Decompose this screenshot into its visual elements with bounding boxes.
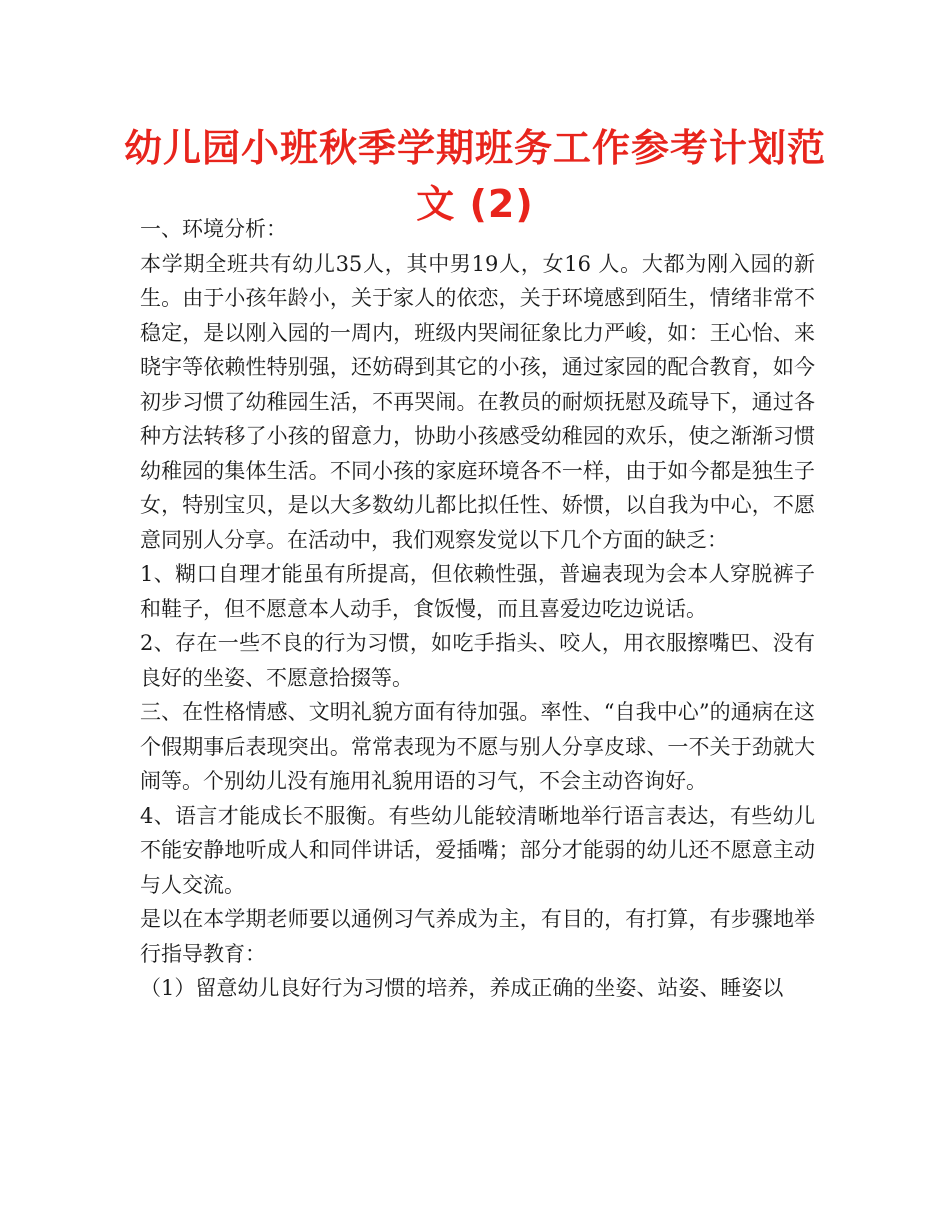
section-heading-environment: 一、环境分析： (140, 217, 287, 241)
document-body (140, 212, 815, 1006)
paragraph-semester-plan: 是以在本学期老师要以通例习气养成为主，有目的，有打算，有步骤地举行指导教育： (140, 907, 815, 966)
paragraph-character-manners: 三、在性格情感、文明礼貌方面有待加强。率性、“自我中心”的通病在这个假期事后表现突出。常常表现为不愿与别人分享皮球、一不关于劲就大闹等。个别幼儿没有施用礼貌用语的习气，不会主动咨询好。 (140, 700, 815, 793)
document-title: 幼儿园小班秋季学期班务工作参考计划范文 (2) (123, 126, 826, 226)
paragraph-language-ability: 4、语言才能成长不服衡。有些幼儿能较清晰地举行语言表达，有些幼儿不能安静地听成人和同伴讲话，爱插嘴；部分才能弱的幼儿还不愿意主动与人交流。 (140, 803, 815, 897)
paragraph-plan-item-1: （1）留意幼儿良好行为习惯的培养，养成正确的坐姿、站姿、睡姿以 (140, 976, 784, 1000)
paragraph-self-care: 1、糊口自理才能虽有所提高，但依赖性强，普遍表现为会本人穿脱裤子和鞋子，但不愿意本人动手，食饭慢，而且喜爱边吃边说话。 (140, 562, 815, 621)
paragraph-bad-habits: 2、存在一些不良的行为习惯，如吃手指头、咬人，用衣服擦嘴巴、没有良好的坐姿、不愿意拾掇等。 (140, 631, 815, 690)
paragraph-class-overview: 本学期全班共有幼儿35人，其中男19人，女16 人。大都为刚入园的新生。由于小孩年龄小，关于家人的依恋，关于环境感到陌生，情绪非常不稳定，是以刚入园的一周内，班级内哭闹征象比力严峻，如：王心怡、来晓宇等依赖性特别强，还妨碍到其它的小孩，通过家园的配合教育，如今初步习惯了幼稚园生活，不再哭闹。在教员的耐烦抚慰及疏导下，通过各种方法转移了小孩的留意力，协助小孩感受幼稚园的欢乐，使之渐渐习惯幼稚园的集体生活。不同小孩的家庭环境各不一样，由于如今都是独生子女，特别宝贝，是以大多数幼儿都比拟任性、娇惯，以自我为中心，不愿意同别人分享。在活动中，我们观察发觉以下几个方面的缺乏： (140, 251, 815, 552)
